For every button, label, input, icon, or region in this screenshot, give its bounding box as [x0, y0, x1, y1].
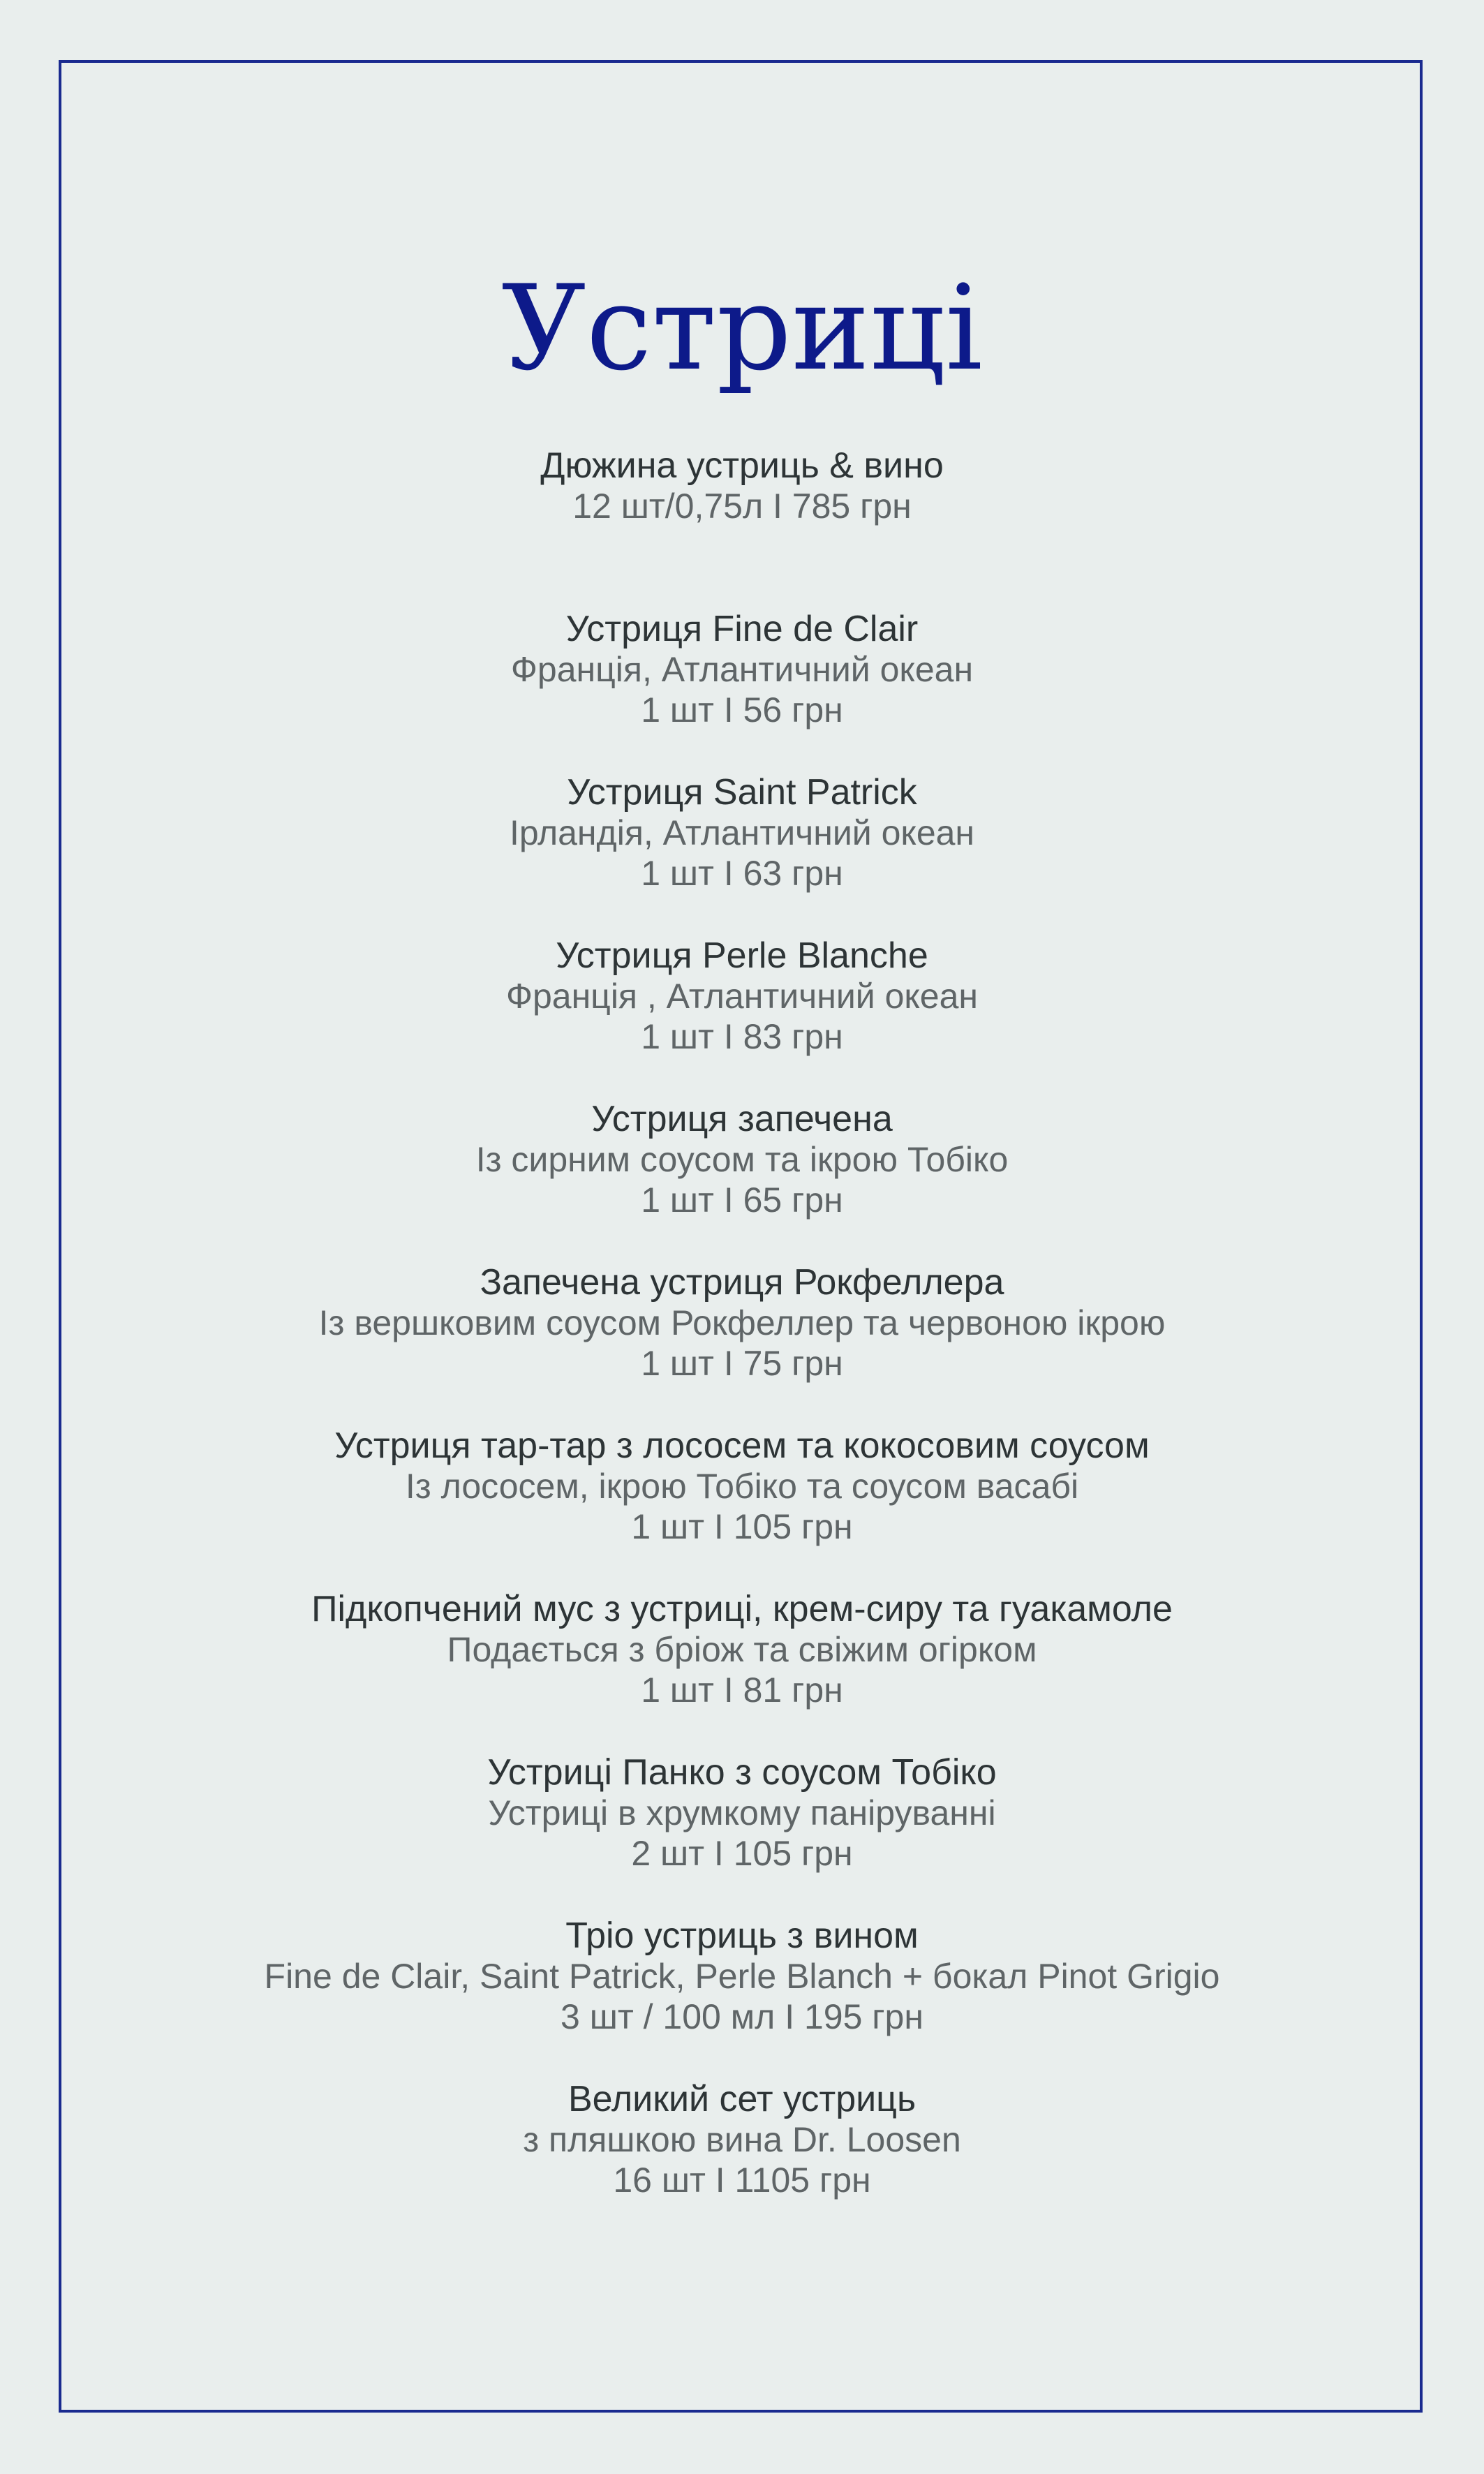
item-price: 1 шт І 105 грн [631, 1507, 853, 1546]
item-description: з пляшкою вина Dr. Loosen [523, 2120, 961, 2159]
menu-item [0, 772, 1484, 935]
item-price: 2 шт І 105 грн [631, 1834, 853, 1873]
item-description: Устриці в хрумкому паніруванні [488, 1793, 996, 1832]
item-description: Із лососем, ікрою Тобіко та соусом васабі [405, 1467, 1079, 1506]
item-name: Дюжина устриць & вино [540, 445, 944, 486]
item-name: Устриця Perle Blanche [556, 935, 928, 976]
menu-item [0, 1752, 1484, 1916]
item-price: 16 шт І 1105 грн [613, 2161, 871, 2200]
item-origin: Франція, Атлантичний океан [510, 650, 974, 689]
menu-item [0, 1425, 1484, 1589]
page-title: Устриці [501, 260, 983, 397]
item-description: Із сирним соусом та ікрою Тобіко [475, 1140, 1009, 1179]
item-price: 1 шт І 75 грн [641, 1344, 843, 1383]
menu-item [0, 1262, 1484, 1425]
item-description: Із вершковим соусом Рокфеллер та червоною ікрою [318, 1303, 1166, 1342]
menu-list [0, 445, 1484, 2242]
item-name: Устриця Fine de Clair [565, 609, 919, 649]
item-price: 1 шт І 65 грн [641, 1180, 843, 1220]
item-price: 1 шт І 81 грн [641, 1671, 843, 1710]
item-name: Тріо устриць з вином [565, 1916, 919, 1956]
item-name: Підкопчений мус з устриці, крем-сиру та гуакамоле [311, 1589, 1173, 1629]
item-price: 3 шт / 100 мл І 195 грн [561, 1997, 923, 2036]
menu-item [0, 609, 1484, 772]
item-name: Запечена устриця Рокфеллера [480, 1262, 1004, 1303]
item-price: 1 шт І 63 грн [641, 854, 843, 893]
menu-item [0, 1916, 1484, 2079]
menu-item [0, 935, 1484, 1099]
item-name: Устриця запечена [591, 1099, 893, 1139]
item-name: Устриця Saint Patrick [567, 772, 917, 813]
menu-item [0, 1589, 1484, 1752]
item-detail: 12 шт/0,75л І 785 грн [572, 487, 912, 526]
item-name: Устриця тар-тар з лососем та кокосовим соусом [334, 1425, 1150, 1466]
menu-item [0, 2079, 1484, 2242]
item-description: Подається з бріож та свіжим огірком [447, 1630, 1037, 1669]
item-name: Великий сет устриць [567, 2079, 917, 2119]
item-name: Устриці Панко з соусом Тобіко [487, 1752, 997, 1793]
item-origin: Франція , Атлантичний океан [505, 977, 979, 1016]
item-price: 1 шт І 83 грн [641, 1017, 843, 1056]
menu-item [0, 445, 1484, 609]
item-origin: Ірландія, Атлантичний океан [509, 813, 975, 852]
item-description: Fine de Clair, Saint Patrick, Perle Blanch + бокал Pinot Grigio [264, 1957, 1220, 1996]
item-price: 1 шт І 56 грн [641, 690, 843, 729]
menu-item [0, 1099, 1484, 1262]
